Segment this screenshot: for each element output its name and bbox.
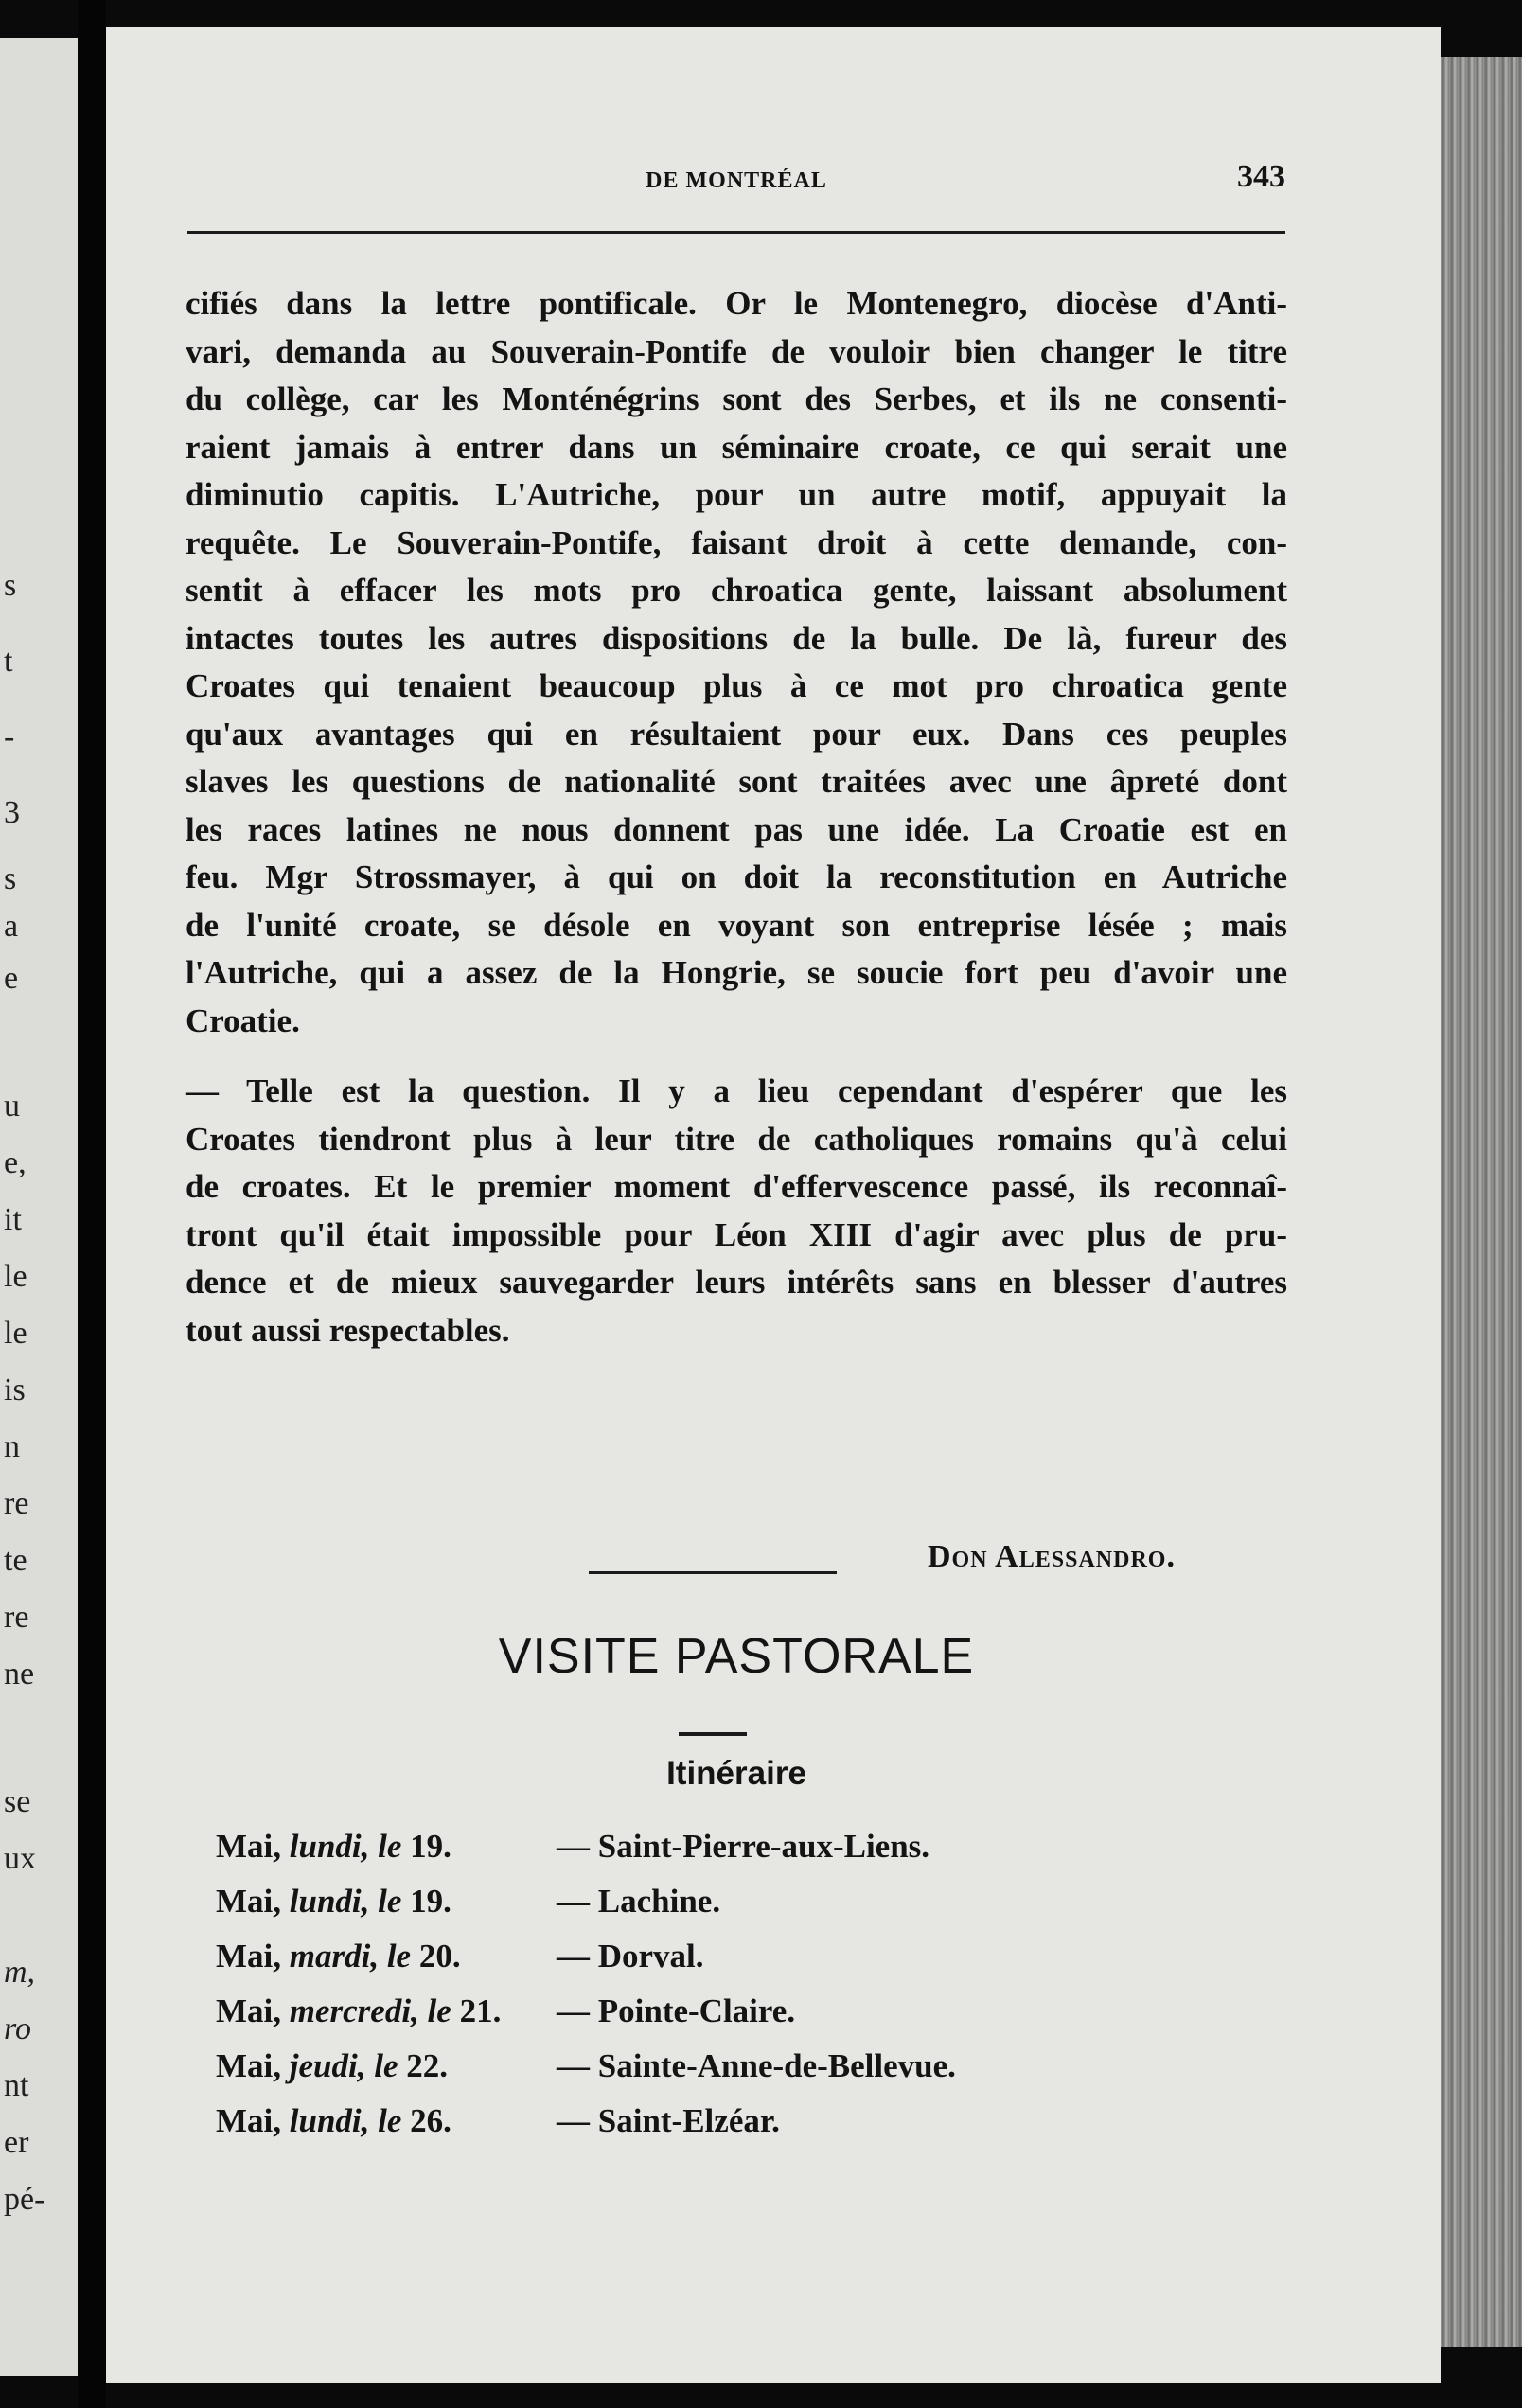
text-line: requête. Le Souverain-Pontife, faisant droit à cette demande, con- xyxy=(186,523,1287,561)
month: Mai, xyxy=(216,1938,290,1974)
month: Mai, xyxy=(216,2047,290,2084)
itinerary-place: — Sainte-Anne-de-Bellevue. xyxy=(557,2047,956,2084)
text-line: Croates qui tenaient beaucoup plus à ce mot pro chroatica gente xyxy=(186,667,1287,704)
itinerary-row xyxy=(216,2039,1068,2094)
text-line: qu'aux avantages qui en résultaient pour eux. Dans ces peuples xyxy=(186,715,1287,752)
text-line: sentit à effacer les mots pro chroatica gente, laissant absolument xyxy=(186,572,1287,609)
month: Mai, xyxy=(216,2102,290,2139)
weekday: mardi, le xyxy=(289,1938,412,1974)
paragraph-2 xyxy=(186,1068,1287,1354)
text-line: Croates tiendront plus à leur titre de catholiques romains qu'à celui xyxy=(186,1120,1287,1158)
margin-fragment: pé- xyxy=(4,2182,45,2217)
itinerary-date xyxy=(216,1883,557,1921)
itinerary-list xyxy=(216,1819,1068,2149)
text-line: diminutio capitis. L'Autriche, pour un autre motif, appuyait la xyxy=(186,476,1287,513)
margin-fragment: s xyxy=(4,861,17,896)
page-number: 343 xyxy=(1237,159,1285,194)
margin-fragment: is xyxy=(4,1372,26,1408)
itinerary-place: — Lachine. xyxy=(557,1883,721,1920)
itinerary-place: — Saint-Pierre-aux-Liens. xyxy=(557,1828,930,1865)
margin-fragment: n xyxy=(4,1429,20,1464)
weekday: lundi, le xyxy=(289,2102,402,2139)
section-subtitle: Itinéraire xyxy=(666,1755,806,1792)
itinerary-place: — Saint-Elzéar. xyxy=(557,2102,780,2139)
text-line: — Telle est la question. Il y a lieu cependant d'espérer que les xyxy=(186,1072,1287,1109)
book-gutter xyxy=(78,0,106,2408)
text-line: cifiés dans la lettre pontificale. Or le Montenegro, diocèse d'Anti- xyxy=(186,285,1287,322)
itinerary-row xyxy=(216,1929,1068,1984)
text-line: Croatie. xyxy=(186,1001,300,1039)
margin-fragment: le xyxy=(4,1259,27,1294)
paragraph-1 xyxy=(186,280,1287,1045)
margin-fragment: ro xyxy=(4,2011,31,2046)
margin-fragment: t xyxy=(4,644,13,679)
margin-fragment: e xyxy=(4,961,19,996)
text-line: dence et de mieux sauvegarder leurs intérêts sans en blesser d'autres xyxy=(186,1264,1287,1301)
itinerary-place: — Pointe-Claire. xyxy=(557,1992,796,2029)
margin-fragment: le xyxy=(4,1316,27,1351)
margin-fragment: er xyxy=(4,2125,29,2160)
section-separator xyxy=(589,1571,837,1574)
weekday: mercredi, le xyxy=(289,1992,451,2029)
margin-fragment: re xyxy=(4,1600,29,1635)
day-number: 26. xyxy=(401,2102,451,2139)
margin-fragment: it xyxy=(4,1202,22,1237)
text-line: de l'unité croate, se désole en voyant son entreprise lésée ; mais xyxy=(186,906,1287,944)
margin-fragment: nt xyxy=(4,2068,29,2103)
margin-fragment: ne xyxy=(4,1656,35,1691)
margin-fragment: se xyxy=(4,1784,31,1819)
text-line: de croates. Et le premier moment d'effervescence passé, ils reconnaî- xyxy=(186,1168,1287,1205)
page-header xyxy=(187,159,1285,206)
margin-fragment: a xyxy=(4,909,19,944)
margin-fragment: re xyxy=(4,1486,29,1521)
margin-fragment: - xyxy=(4,719,15,754)
text-line: intactes toutes les autres dispositions de la bulle. De là, fureur des xyxy=(186,619,1287,657)
weekday: lundi, le xyxy=(289,1828,402,1865)
text-line: du collège, car les Monténégrins sont des Serbes, et ils ne consenti- xyxy=(186,381,1287,417)
day-number: 21. xyxy=(451,1992,502,2029)
text-line: slaves les questions de nationalité sont traitées avec une âpreté dont xyxy=(186,763,1287,800)
text-line: raient jamais à entrer dans un séminaire croate, ce qui serait une xyxy=(186,428,1287,466)
signature: Don Alessandro. xyxy=(928,1539,1176,1574)
text-line: tront qu'il était impossible pour Léon XIII d'agir avec plus de pru- xyxy=(186,1215,1287,1253)
header-rule xyxy=(187,231,1285,234)
itinerary-date xyxy=(216,1938,557,1975)
text-line: vari, demanda au Souverain-Pontife de vouloir bien changer le titre xyxy=(186,332,1287,370)
margin-fragment: 3 xyxy=(4,795,20,830)
title-rule xyxy=(679,1732,747,1736)
month: Mai, xyxy=(216,1992,290,2029)
margin-fragment: ux xyxy=(4,1841,36,1876)
previous-page-edge xyxy=(0,38,78,2376)
day-number: 19. xyxy=(401,1883,451,1920)
itinerary-place: — Dorval. xyxy=(557,1938,704,1974)
itinerary-date xyxy=(216,2047,557,2085)
itinerary-row xyxy=(216,1819,1068,1874)
margin-fragment: te xyxy=(4,1543,27,1578)
page-edges xyxy=(1441,57,1522,2347)
weekday: lundi, le xyxy=(289,1883,402,1920)
margin-fragment: m, xyxy=(4,1955,36,1990)
running-title: DE MONTRÉAL xyxy=(646,168,827,193)
day-number: 22. xyxy=(398,2047,448,2084)
month: Mai, xyxy=(216,1828,290,1865)
itinerary-row xyxy=(216,2094,1068,2149)
itinerary-date xyxy=(216,1828,557,1866)
itinerary-row xyxy=(216,1874,1068,1929)
margin-fragment: u xyxy=(4,1089,20,1124)
text-line: feu. Mgr Strossmayer, à qui on doit la reconstitution en Autriche xyxy=(186,859,1287,895)
margin-fragment: e, xyxy=(4,1145,27,1180)
margin-fragment: s xyxy=(4,568,17,603)
month: Mai, xyxy=(216,1883,290,1920)
day-number: 19. xyxy=(401,1828,451,1865)
text-line: tout aussi respectables. xyxy=(186,1311,510,1349)
day-number: 20. xyxy=(411,1938,461,1974)
weekday: jeudi, le xyxy=(289,2047,398,2084)
itinerary-date xyxy=(216,2102,557,2140)
section-title: VISITE PASTORALE xyxy=(498,1629,975,1684)
text-line: les races latines ne nous donnent pas une idée. La Croatie est en xyxy=(186,810,1287,848)
itinerary-date xyxy=(216,1992,557,2030)
itinerary-row xyxy=(216,1984,1068,2039)
text-line: l'Autriche, qui a assez de la Hongrie, se soucie fort peu d'avoir une xyxy=(186,954,1287,991)
article-body xyxy=(186,280,1287,1354)
